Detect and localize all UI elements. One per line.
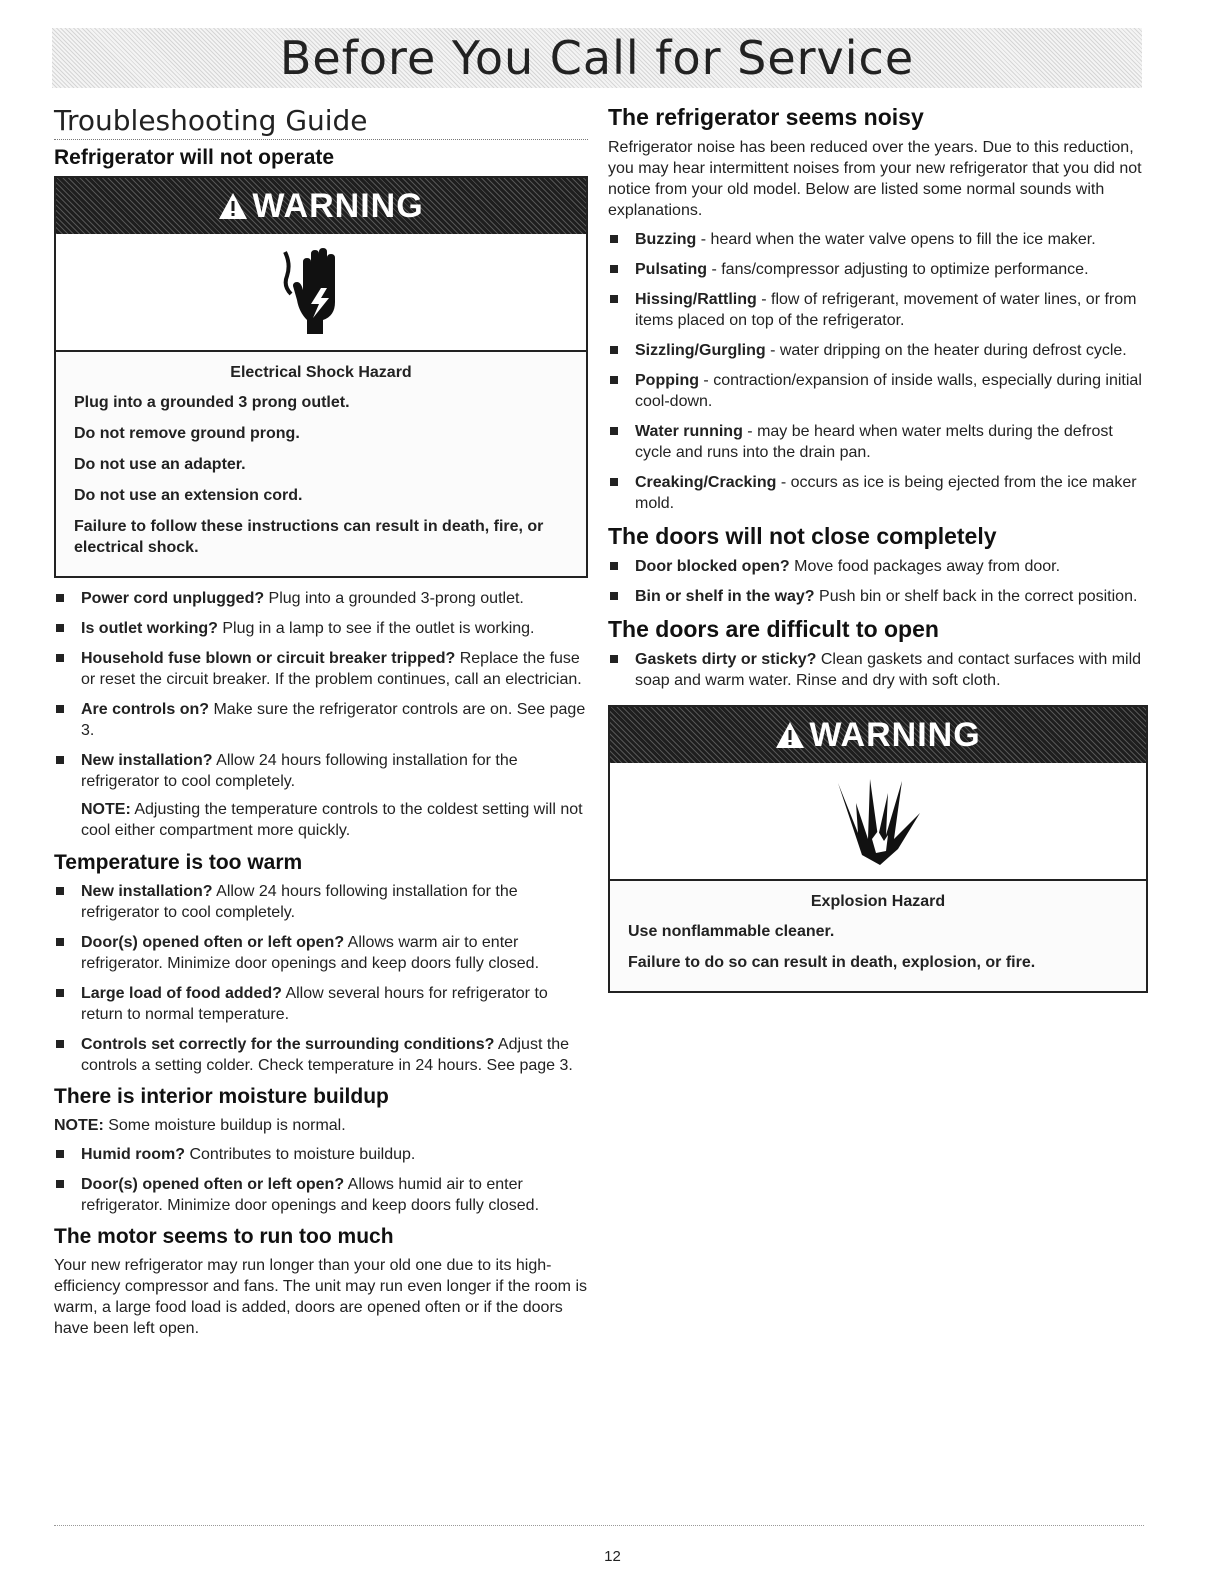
troubleshoot-list	[608, 649, 1148, 691]
troubleshoot-list	[608, 556, 1148, 607]
right-column	[608, 104, 1148, 1003]
list-item: Household fuse blown or circuit breaker tripped? Replace the fuse or reset the circuit breaker. If the problem continues, call an electrician.	[54, 648, 588, 690]
list-item: Large load of food added? Allow several hours for refrigerator to return to normal temperature.	[54, 983, 588, 1025]
warning-label: WARNING	[809, 715, 981, 754]
left-column	[54, 104, 588, 1347]
troubleshoot-list	[608, 229, 1148, 514]
warning-line: Failure to follow these instructions can result in death, fire, or electrical shock.	[74, 518, 544, 556]
paragraph: Refrigerator noise has been reduced over the years. Due to this reduction, you may hear intermittent noises from your new refrigerator that you did not notice from your old model. Below are listed some normal sounds with explanations.	[608, 139, 1142, 219]
warning-line: Do not remove ground prong.	[74, 425, 300, 442]
list-item: Power cord unplugged? Plug into a grounded 3-prong outlet.	[54, 588, 588, 609]
note: NOTE: Some moisture buildup is normal.	[54, 1117, 346, 1134]
guide-title: Troubleshooting Guide	[54, 104, 588, 140]
list-item: Bin or shelf in the way? Push bin or shelf back in the correct position.	[608, 586, 1148, 607]
list-item: Are controls on? Make sure the refrigerator controls are on. See page 3.	[54, 699, 588, 741]
warning-header	[56, 178, 586, 234]
explosion-icon	[828, 773, 928, 869]
list-item: Sizzling/Gurgling - water dripping on the heater during defrost cycle.	[608, 340, 1148, 361]
warning-triangle-icon	[218, 192, 248, 220]
list-item: Buzzing - heard when the water valve opens to fill the ice maker.	[608, 229, 1148, 250]
warning-triangle-icon	[775, 721, 805, 749]
list-item: Humid room? Contributes to moisture buildup.	[54, 1144, 588, 1165]
section-title: Temperature is too warm	[54, 851, 303, 874]
warning-line: Plug into a grounded 3 prong outlet.	[74, 394, 350, 411]
list-item: Door(s) opened often or left open? Allows humid air to enter refrigerator. Minimize door openings and keep doors fully closed.	[54, 1174, 588, 1216]
warning-header	[610, 707, 1146, 763]
hazard-title: Explosion Hazard	[810, 893, 946, 910]
paragraph: Your new refrigerator may run longer than your old one due to its high-efficiency compressor and fans. The unit may run even longer if the room is warm, a large food load is added, doors are opened often or if the doors have been left open.	[54, 1257, 588, 1337]
list-item: Door blocked open? Move food packages away from door.	[608, 556, 1148, 577]
page-banner	[52, 28, 1142, 88]
list-item: Water running - may be heard when water melts during the defrost cycle and runs into the drain pan.	[608, 421, 1148, 463]
page-number: 12	[604, 1548, 621, 1565]
hazard-title: Electrical Shock Hazard	[230, 364, 412, 381]
footer-divider	[54, 1525, 1144, 1526]
warning-line: Do not use an adapter.	[74, 456, 246, 473]
list-item: Creaking/Cracking - occurs as ice is being ejected from the ice maker mold.	[608, 472, 1148, 514]
section-title: The refrigerator seems noisy	[608, 104, 924, 130]
list-item: Is outlet working? Plug in a lamp to see if the outlet is working.	[54, 618, 588, 639]
list-item: New installation? Allow 24 hours following installation for the refrigerator to cool completely.	[54, 881, 588, 923]
banner-title: Before You Call for Service	[279, 31, 915, 85]
section-title: The motor seems to run too much	[54, 1225, 394, 1248]
section-title: The doors are difficult to open	[608, 616, 939, 642]
note: NOTE: Adjusting the temperature controls to the coldest setting will not cool either compartment more quickly.	[81, 801, 583, 839]
troubleshoot-list	[54, 1144, 588, 1216]
list-item: Hissing/Rattling - flow of refrigerant, movement of water lines, or from items placed on top of the refrigerator.	[608, 289, 1148, 331]
warning-label: WARNING	[252, 186, 424, 225]
list-item: New installation? Allow 24 hours following installation for the refrigerator to cool completely.	[54, 750, 588, 792]
troubleshoot-list	[54, 881, 588, 1076]
list-item: Pulsating - fans/compressor adjusting to optimize performance.	[608, 259, 1148, 280]
electrical-shock-hand-icon	[281, 242, 361, 342]
list-item: Popping - contraction/expansion of inside walls, especially during initial cool-down.	[608, 370, 1148, 412]
list-item: Door(s) opened often or left open? Allows warm air to enter refrigerator. Minimize door openings and keep doors fully closed.	[54, 932, 588, 974]
section-title: There is interior moisture buildup	[54, 1085, 389, 1108]
list-item: Controls set correctly for the surrounding conditions? Adjust the controls a setting colder. Check temperature in 24 hours. See page 3.	[54, 1034, 588, 1076]
section-title: Refrigerator will not operate	[54, 146, 335, 169]
warning-box-explosion	[608, 705, 1148, 993]
warning-line: Use nonflammable cleaner.	[628, 923, 835, 940]
warning-box-electrical	[54, 176, 588, 578]
warning-line: Failure to do so can result in death, explosion, or fire.	[628, 954, 1036, 971]
troubleshoot-list	[54, 588, 588, 792]
warning-line: Do not use an extension cord.	[74, 487, 303, 504]
list-item: Gaskets dirty or sticky? Clean gaskets and contact surfaces with mild soap and warm water. Rinse and dry with soft cloth.	[608, 649, 1148, 691]
section-title: The doors will not close completely	[608, 523, 997, 549]
